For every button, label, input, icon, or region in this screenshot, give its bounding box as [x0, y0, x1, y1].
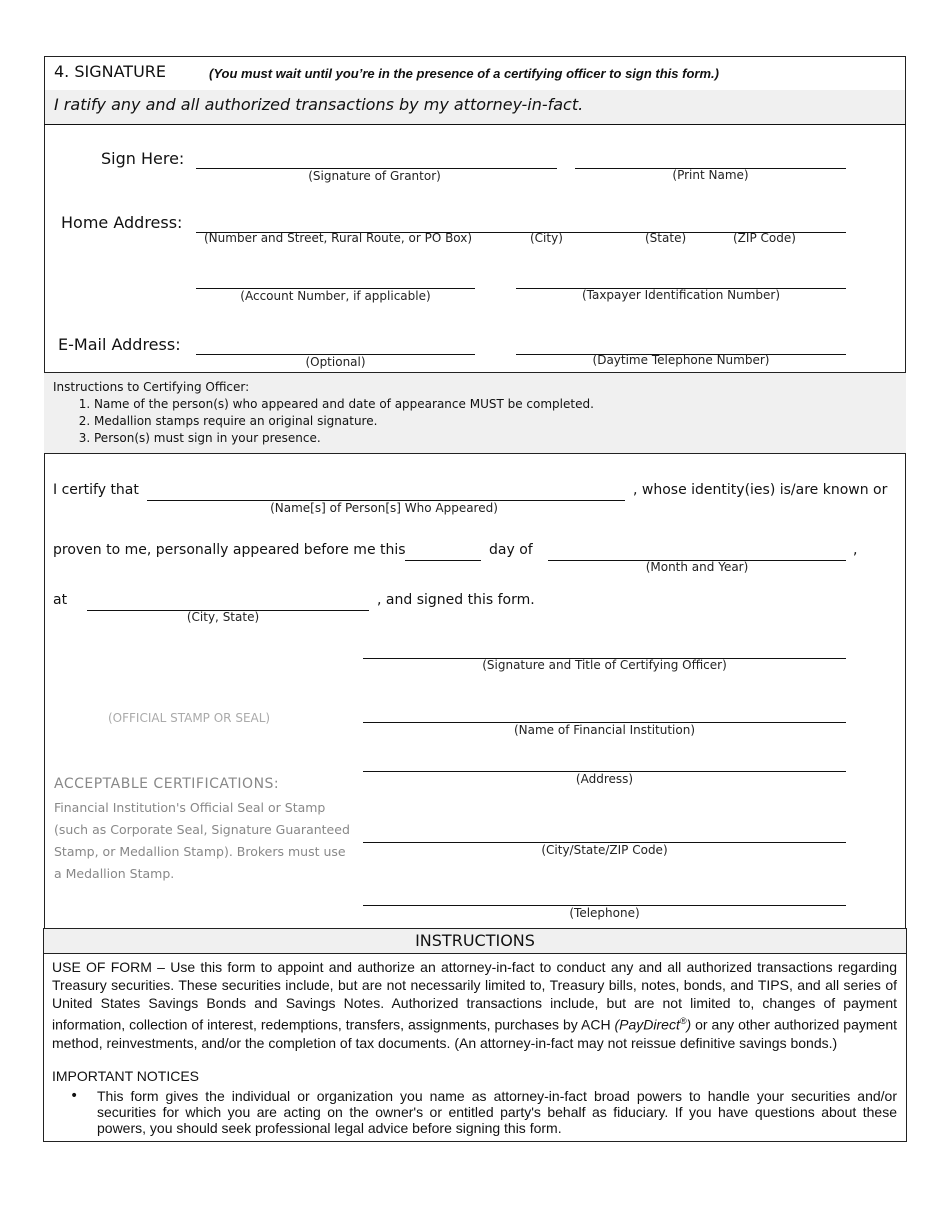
officer-instruction-item: 1. Name of the person(s) who appeared and date of appearance MUST be completed. — [94, 396, 594, 413]
divider — [44, 124, 906, 125]
officer-instruction-item: 2. Medallion stamps require an original signature. — [94, 413, 594, 430]
officer-instructions — [44, 372, 906, 454]
email-label: E-Mail Address: — [58, 335, 181, 354]
signed-text: , and signed this form. — [377, 592, 535, 608]
month-year-caption: (Month and Year) — [645, 560, 749, 574]
signature-note: (You must wait until you’re in the presence of a certifying officer to sign this form.) — [209, 66, 719, 81]
sign-here-label: Sign Here: — [101, 149, 185, 168]
daytime-phone-caption: (Daytime Telephone Number) — [592, 353, 770, 367]
zip-caption: (ZIP Code) — [733, 231, 796, 245]
acceptable-certifications-text: Financial Institution's Official Seal or Stamp (such as Corporate Seal, Signature Guaranteed Stamp, or Medallion Stamp). Brokers must use a Medallion Stamp. — [54, 800, 350, 881]
official-stamp-area: (OFFICIAL STAMP OR SEAL) — [108, 711, 271, 725]
officer-instructions-title: Instructions to Certifying Officer: — [53, 380, 250, 394]
city-state-caption: (City, State) — [186, 610, 260, 624]
acceptable-certifications-title: ACCEPTABLE CERTIFICATIONS: — [54, 776, 280, 792]
optional-caption: (Optional) — [305, 355, 366, 369]
city-state-zip-caption: (City/State/ZIP Code) — [541, 843, 668, 857]
use-of-form-text: Use this form to appoint and authorize an attorney-in-fact to conduct any and all authorized transactions regarding Treasury securities. These securities include, but are not necessarily limited to, Treasury bills, notes, bonds, and TIPS, and all series of United States Savings Bonds and Savings Notes. Authorized transactions include, but are not limited to, changes of payment information, collection of interest, redemptions, transfers, assignments, purchases by ACH — [52, 959, 897, 1033]
city-caption: (City) — [530, 231, 563, 245]
instructions-title: INSTRUCTIONS — [415, 931, 535, 950]
state-caption: (State) — [645, 231, 687, 245]
identity-text: , whose identity(ies) is/are known or — [633, 482, 888, 498]
notice-text: This form gives the individual or organization you name as attorney-in-fact broad powers to handle your securities and/or securities for which you are acting on the owner's or entitled party's behalf as fiduciary. If you have questions about these powers, you should seek professional legal advice before signing this form. — [97, 1088, 897, 1136]
day-of-text: day of — [489, 542, 533, 558]
use-of-form — [52, 958, 897, 1052]
officer-instruction-item: 3. Person(s) must sign in your presence. — [94, 430, 594, 447]
persons-appeared-caption: (Name[s] of Person[s] Who Appeared) — [270, 501, 498, 515]
telephone-caption: (Telephone) — [569, 906, 640, 920]
home-address-label: Home Address: — [61, 213, 183, 232]
registered-mark: ® — [679, 1016, 687, 1026]
paydirect-close: ) — [686, 1016, 692, 1033]
notice-bullet: • — [70, 1088, 79, 1104]
officer-instructions-list — [44, 396, 594, 447]
paydirect-text: (PayDirect — [614, 1016, 680, 1033]
i-certify-text: I certify that — [53, 482, 139, 498]
print-name-caption: (Print Name) — [672, 168, 749, 182]
officer-signature-caption: (Signature and Title of Certifying Officer) — [482, 658, 727, 672]
important-notices-title: IMPORTANT NOTICES — [52, 1068, 200, 1084]
signature-heading: 4. SIGNATURE — [54, 62, 167, 81]
at-text: at — [53, 592, 68, 608]
officer-address-caption: (Address) — [575, 772, 634, 786]
financial-institution-caption: (Name of Financial Institution) — [513, 723, 696, 737]
grantor-signature-caption: (Signature of Grantor) — [308, 169, 441, 183]
street-caption: (Number and Street, Rural Route, or PO Box) — [204, 231, 473, 245]
proven-text: proven to me, personally appeared before me this — [53, 542, 406, 558]
instructions-header — [44, 929, 906, 954]
comma-text: , — [853, 542, 858, 558]
tin-caption: (Taxpayer Identification Number) — [581, 288, 781, 302]
use-of-form-label: USE OF FORM – — [52, 959, 165, 975]
account-number-caption: (Account Number, if applicable) — [240, 289, 431, 303]
use-of-form-text-2: or any other authorized payment method, reinvestments, and/or the completion of tax documents. (An attorney-in-fact may not reissue definitive savings bonds.) — [52, 1016, 897, 1051]
day-field[interactable] — [405, 560, 481, 561]
ratify-statement: I ratify any and all authorized transactions by my attorney-in-fact. — [54, 95, 584, 114]
